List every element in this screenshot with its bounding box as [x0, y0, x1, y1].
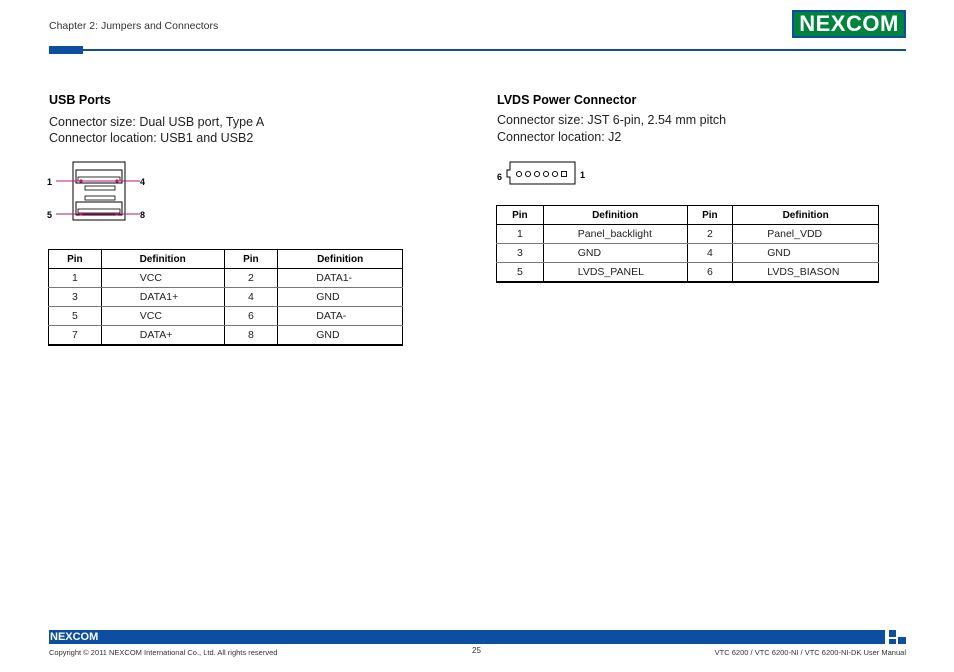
table-cell: 4: [687, 244, 733, 263]
table-cell: 8: [224, 326, 278, 345]
table-cell: 6: [224, 307, 278, 326]
usb-section-title: USB Ports: [49, 93, 111, 107]
table-cell: VCC: [101, 307, 224, 326]
lvds-label-pin6: 6: [497, 172, 503, 182]
table-cell: 3: [49, 288, 102, 307]
table-cell: GND: [278, 288, 403, 307]
footer-bar: [49, 630, 885, 644]
lvds-label-pin1: 1: [580, 170, 586, 180]
table-row: [49, 326, 403, 345]
header-rule: [49, 49, 906, 51]
usb-connector-size: Connector size: Dual USB port, Type A: [49, 115, 265, 129]
usb-label-pin8: 8: [140, 210, 146, 220]
table-cell: DATA+: [101, 326, 224, 345]
table-cell: Panel_VDD: [733, 225, 879, 244]
table-cell: 2: [224, 269, 278, 288]
table-cell: GND: [278, 326, 403, 345]
usb-connector-location: Connector location: USB1 and USB2: [49, 131, 254, 145]
table-cell: DATA-: [278, 307, 403, 326]
footer-square-icon: [898, 637, 906, 644]
table-cell: 5: [49, 307, 102, 326]
table-header-cell: Definition: [543, 206, 687, 225]
lvds-connector-size: Connector size: JST 6-pin, 2.54 mm pitch: [497, 113, 727, 127]
usb-port-diagram: [44, 160, 154, 225]
table-row: [49, 269, 403, 288]
copyright-text: Copyright © 2011 NEXCOM International Co., Ltd. All rights reserved: [49, 648, 278, 657]
jst-connector-drawing: [494, 158, 594, 190]
chapter-title: Chapter 2: Jumpers and Connectors: [49, 20, 219, 32]
footer-square-icon: [889, 630, 896, 637]
table-cell: LVDS_PANEL: [543, 263, 687, 282]
table-header-cell: Definition: [278, 250, 403, 269]
table-header-cell: Pin: [49, 250, 102, 269]
table-cell: DATA1-: [278, 269, 403, 288]
header-accent: [49, 46, 83, 54]
usb-label-pin5: 5: [47, 210, 53, 220]
table-header-row: [49, 250, 403, 269]
usb-pin-table: [48, 249, 403, 346]
lvds-connector-location: Connector location: J2: [497, 130, 622, 144]
table-row: [497, 244, 879, 263]
table-header-row: [497, 206, 879, 225]
table-cell: 6: [687, 263, 733, 282]
lvds-pin-table: [496, 205, 879, 283]
table-cell: 4: [224, 288, 278, 307]
usb-label-pin4: 4: [140, 177, 146, 187]
table-cell: DATA1+: [101, 288, 224, 307]
table-cell: GND: [543, 244, 687, 263]
lvds-section-title: LVDS Power Connector: [497, 93, 637, 107]
footer-logo: NEXCOM: [50, 631, 99, 643]
table-header-cell: Definition: [101, 250, 224, 269]
dual-usb-drawing: [44, 160, 154, 225]
table-cell: VCC: [101, 269, 224, 288]
manual-title: VTC 6200 / VTC 6200-NI / VTC 6200-NI-DK User Manual: [714, 648, 906, 657]
table-cell: 3: [497, 244, 544, 263]
table-header-cell: Definition: [733, 206, 879, 225]
table-header-cell: Pin: [497, 206, 544, 225]
table-cell: LVDS_BIASON: [733, 263, 879, 282]
table-cell: 1: [49, 269, 102, 288]
table-cell: 1: [497, 225, 544, 244]
table-row: [49, 288, 403, 307]
table-row: [497, 225, 879, 244]
footer-square-icon: [889, 639, 896, 644]
table-header-cell: Pin: [687, 206, 733, 225]
table-header-cell: Pin: [224, 250, 278, 269]
table-cell: GND: [733, 244, 879, 263]
table-cell: Panel_backlight: [543, 225, 687, 244]
table-row: [497, 263, 879, 282]
table-cell: 2: [687, 225, 733, 244]
table-cell: 5: [497, 263, 544, 282]
usb-label-pin1: 1: [47, 177, 53, 187]
page-number: 25: [472, 646, 481, 655]
nexcom-logo: NEXCOM: [792, 10, 906, 38]
lvds-connector-diagram: [494, 158, 594, 190]
table-row: [49, 307, 403, 326]
table-cell: 7: [49, 326, 102, 345]
